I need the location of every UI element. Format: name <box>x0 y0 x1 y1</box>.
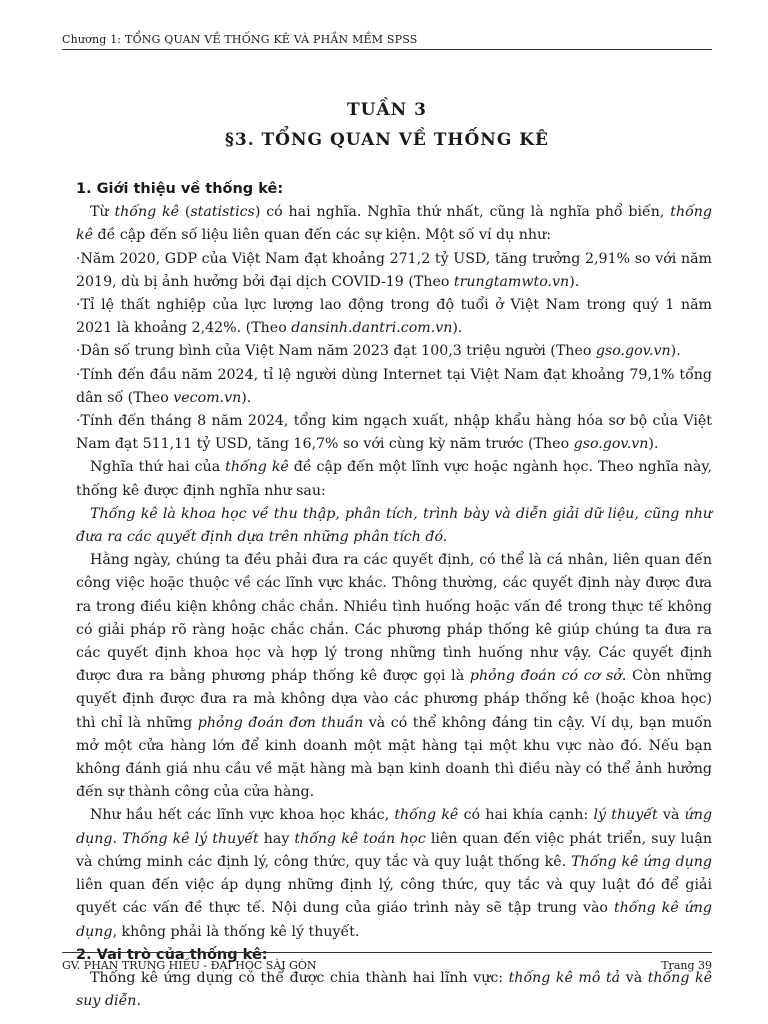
text-run: ( <box>179 204 191 221</box>
italic-term: ứng dụng <box>76 807 713 847</box>
definition-quote: Thống kê là khoa học về thu thập, phân tích, trình bày và diễn giải dữ liệu, cũng như đưa ra các quyết định dựa trên những phân tích đó. <box>76 505 712 546</box>
italic-term: thống kê <box>114 204 180 221</box>
example-item <box>76 410 712 456</box>
text-run: hay <box>258 830 295 847</box>
source-link-text: vecom.vn <box>173 389 242 406</box>
text-run: ·Tính đến đầu năm 2024, tỉ lệ người dùng Internet tại Việt Nam đạt khoảng 79,1% tổng dân số (Theo <box>76 366 712 406</box>
text-run: Từ <box>90 204 115 221</box>
text-run: và <box>620 969 648 986</box>
text-run: . Còn những quyết định được đưa ra mà không dựa vào các phương pháp thống kê (hoặc khoa học) thì chỉ là những <box>76 668 712 731</box>
text-run: ). <box>648 436 659 453</box>
text-run: , không phải là thống kê lý thuyết. <box>112 923 360 940</box>
italic-term: lý thuyết <box>593 807 658 824</box>
text-run: ·Tính đến tháng 8 năm 2024, tổng kim ngạch xuất, nhập khẩu hàng hóa sơ bộ của Việt Nam đạt 511,11 tỷ USD, tăng 16,7% so với cùng kỳ năm trước (Theo <box>76 413 712 453</box>
text-run: . <box>136 993 141 1010</box>
paragraph-aspects <box>76 804 712 943</box>
italic-term: phỏng đoán có cơ sở <box>469 668 622 685</box>
page-content <box>76 178 712 1013</box>
source-link-text: dansinh.dantri.com.vn <box>291 320 453 337</box>
text-run: . <box>112 830 123 847</box>
paragraph-intro <box>76 201 712 247</box>
example-item <box>76 248 712 294</box>
paragraph-decisions <box>76 549 712 804</box>
text-run: đề cập đến số liệu liên quan đến các sự kiện. Một số ví dụ như: <box>93 227 551 244</box>
italic-term: thống kê ứng dụng <box>76 900 712 940</box>
example-item <box>76 340 712 363</box>
page-header <box>62 33 712 50</box>
title-block <box>62 100 712 150</box>
text-run: ). <box>452 320 463 337</box>
text-run: liên quan đến việc áp dụng những định lý, công thức, quy tắc và quy luật đó để giải quyết các vấn đề thực tế. Nội dung của giáo trình này sẽ tập trung vào <box>76 877 712 917</box>
text-run: Hằng ngày, chúng ta đều phải đưa ra các quyết định, có thể là cá nhân, liên quan đến công việc hoặc thuộc về các lĩnh vực khác. Thông thường, các quyết định này được đưa ra trong điều kiện không chắc chắn. Nhiều tình huống hoặc vấn đề trong thực tế không có giải pháp rõ ràng hoặc chắc chắn. Các phương pháp thống kê giúp chúng ta đưa ra các quyết định khoa học và hợp lý trong những tình huống như vậy. Các quyết định được đưa ra bằng phương pháp thống kê được gọi là <box>76 552 712 685</box>
text-run: ·Dân số trung bình của Việt Nam năm 2023 đạt 100,3 triệu người (Theo <box>76 343 596 360</box>
section-title: §3. TỔNG QUAN VỀ THỐNG KÊ <box>224 130 550 150</box>
text-run: ). <box>670 343 681 360</box>
text-run: ·Tỉ lệ thất nghiệp của lực lượng lao động trong độ tuổi ở Việt Nam trong quý 1 năm 2021 là khoảng 2,42%. (Theo <box>76 297 712 337</box>
italic-term: thống kê <box>76 204 712 244</box>
page-footer <box>62 952 712 972</box>
italic-term: Thống kê lý thuyết <box>122 830 259 847</box>
text-run: Thống kê ứng dụng có thể được chia thành hai lĩnh vực: <box>90 969 509 986</box>
text-run: có hai khía cạnh: <box>458 807 594 824</box>
text-run: ) có hai nghĩa. Nghĩa thứ nhất, cũng là nghĩa phổ biến, <box>254 204 671 221</box>
text-run: ·Năm 2020, GDP của Việt Nam đạt khoảng 271,2 tỷ USD, tăng trưởng 2,91% so với năm 2019, dù bị ảnh hưởng bởi đại dịch COVID-19 (Theo <box>76 250 712 290</box>
author-credit: GV. PHAN TRUNG HIẾU - ĐẠI HỌC SÀI GÒN <box>62 959 317 972</box>
text-run: Nghĩa thứ hai của <box>90 459 226 476</box>
text-run: ). <box>569 273 580 290</box>
italic-term: thống kê suy diễn <box>76 969 712 1010</box>
chapter-title: Chương 1: TỔNG QUAN VỀ THỐNG KÊ VÀ PHẦN MỀM SPSS <box>62 33 418 46</box>
page-number: Trang 39 <box>661 959 712 972</box>
italic-term: thống kê <box>394 807 459 824</box>
italic-term: phỏng đoán đơn thuần <box>197 714 364 731</box>
section-2-heading: 2. Vai trò của thống kê: <box>76 946 268 963</box>
text-run: và có thể không đáng tin cậy. Ví dụ, bạn muốn mở một cửa hàng lớn để kinh doanh một mặt hàng tại một khu vực nào đó. Nếu bạn không đánh giá nhu cầu về mặt hàng mà bạn kinh doanh thì điều này có thể ảnh hưởng đến sự thành công của cửa hàng. <box>76 714 712 801</box>
text-run: đề cập đến một lĩnh vực hoặc ngành học. Theo nghĩa này, thống kê được định nghĩa như sau: <box>76 459 713 499</box>
italic-term: thống kê toán học <box>294 830 426 847</box>
text-run: và <box>657 807 685 824</box>
source-link-text: gso.gov.vn <box>573 436 649 453</box>
example-item <box>76 294 712 340</box>
example-item <box>76 364 712 410</box>
source-link-text: trungtamwto.vn <box>453 273 570 290</box>
text-run: Như hầu hết các lĩnh vực khoa học khác, <box>90 807 395 824</box>
italic-term: thống kê mô tả <box>508 969 621 986</box>
italic-term: Thống kê ứng dụng <box>571 853 712 870</box>
text-run: ). <box>241 389 252 406</box>
source-link-text: gso.gov.vn <box>595 343 671 360</box>
week-title: TUẦN 3 <box>347 100 427 120</box>
text-run: liên quan đến việc phát triển, suy luận và chứng minh các định lý, công thức, quy tắc và quy luật thống kê. <box>76 830 712 870</box>
italic-term: statistics <box>190 204 255 221</box>
section-1-heading: 1. Giới thiệu về thống kê: <box>76 181 284 197</box>
paragraph-second-meaning <box>76 456 712 502</box>
italic-term: thống kê <box>225 459 289 476</box>
paragraph-roles <box>76 967 712 1013</box>
